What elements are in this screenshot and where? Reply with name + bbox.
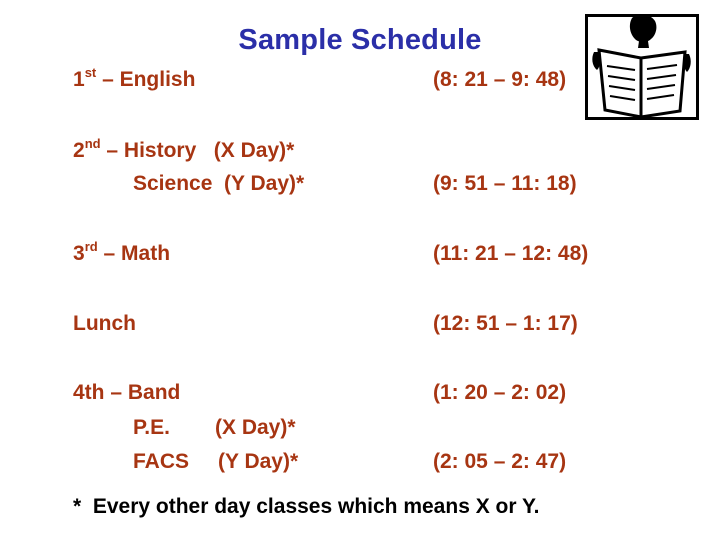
row-2-time: (9: 51 – 11: 18) xyxy=(433,172,577,195)
row-4-pe: P.E. xyxy=(133,416,170,439)
lunch-label: Lunch xyxy=(73,312,136,335)
footnote: * Every other day classes which means X or Y. xyxy=(73,495,540,518)
row-2-subject: 2nd – History (X Day)* xyxy=(73,136,295,162)
row-1-time: (8: 21 – 9: 48) xyxy=(433,68,567,91)
row-3-time: (11: 21 – 12: 48) xyxy=(433,242,589,265)
row-4-subject: 4th – Band xyxy=(73,381,181,404)
row-2-subject-alt: Science (Y Day)* xyxy=(133,172,305,195)
slide-title: Sample Schedule xyxy=(238,24,482,56)
row-3-subject: 3rd – Math xyxy=(73,239,171,265)
row-4-facs-day: (Y Day)* xyxy=(218,450,299,473)
row-4-pe-day: (X Day)* xyxy=(215,416,296,439)
row-1-subject: 1st – English xyxy=(73,65,196,91)
person-reading-newspaper-icon xyxy=(585,14,699,120)
row-4-time-a: (1: 20 – 2: 02) xyxy=(433,381,567,404)
row-4-facs: FACS xyxy=(133,450,190,473)
row-4-time-b: (2: 05 – 2: 47) xyxy=(433,450,567,473)
lunch-time: (12: 51 – 1: 17) xyxy=(433,312,578,335)
